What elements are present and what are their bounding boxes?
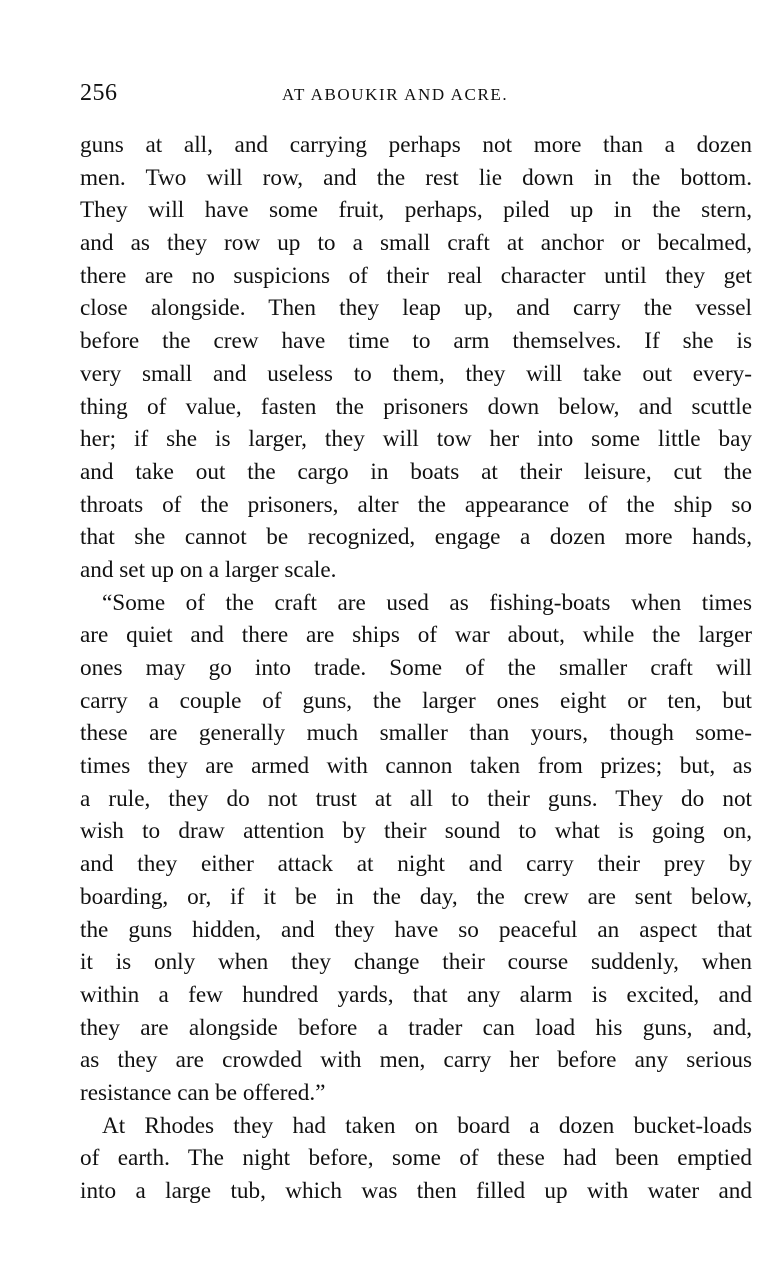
text-line: are quiet and there are ships of war about, while the larger bbox=[80, 622, 752, 649]
body-text bbox=[80, 129, 752, 1208]
paragraph-end-line: and set up on a larger scale. bbox=[80, 556, 337, 583]
text-line: these are generally much smaller than yours, though some- bbox=[80, 720, 752, 747]
text-line: and take out the cargo in boats at their leisure, cut the bbox=[80, 458, 752, 485]
text-line: boarding, or, if it be in the day, the crew are sent below, bbox=[80, 883, 752, 910]
text-line: as they are crowded with men, carry her before any serious bbox=[80, 1047, 752, 1074]
text-line: the guns hidden, and they have so peaceful an aspect that bbox=[80, 916, 752, 943]
text-line: and they either attack at night and carry their prey by bbox=[80, 851, 752, 878]
text-line: very small and useless to them, they will take out every- bbox=[80, 360, 752, 387]
text-line: ones may go into trade. Some of the smaller craft will bbox=[80, 655, 752, 681]
text-line: They will have some fruit, perhaps, piled up in the stern, bbox=[80, 197, 752, 224]
text-line: there are no suspicions of their real character until they get bbox=[80, 262, 752, 289]
text-line: that she cannot be recognized, engage a dozen more hands, bbox=[80, 524, 752, 551]
page-number: 256 bbox=[80, 80, 118, 106]
text-line: men. Two will row, and the rest lie down in the bottom. bbox=[80, 164, 752, 191]
text-line: of earth. The night before, some of these had been emptied bbox=[80, 1145, 752, 1172]
running-head: AT ABOUKIR AND ACRE. bbox=[282, 85, 509, 104]
text-line: her; if she is larger, they will tow her into some little bay bbox=[80, 426, 752, 453]
text-line: into a large tub, which was then filled up with water and bbox=[80, 1178, 752, 1204]
text-line: carry a couple of guns, the larger ones eight or ten, but bbox=[80, 687, 752, 714]
text-line: throats of the prisoners, alter the appearance of the ship so bbox=[80, 491, 752, 518]
text-line: thing of value, fasten the prisoners down below, and scuttle bbox=[80, 393, 752, 420]
text-line: wish to draw attention by their sound to what is going on, bbox=[80, 818, 752, 845]
paragraph-start-line: “Some of the craft are used as fishing-boats when times bbox=[102, 589, 752, 616]
text-line: they are alongside before a trader can load his guns, and, bbox=[80, 1014, 752, 1041]
paragraph-end-line: resistance can be offered.” bbox=[80, 1079, 326, 1106]
text-line: times they are armed with cannon taken from prizes; but, as bbox=[80, 753, 752, 780]
text-line: it is only when they change their course suddenly, when bbox=[80, 949, 752, 976]
text-line: a rule, they do not trust at all to their guns. They do not bbox=[80, 785, 752, 812]
text-line: close alongside. Then they leap up, and carry the vessel bbox=[80, 295, 752, 322]
text-line: before the crew have time to arm themselves. If she is bbox=[80, 328, 752, 355]
text-line: within a few hundred yards, that any alarm is excited, and bbox=[80, 981, 752, 1008]
text-line: and as they row up to a small craft at anchor or becalmed, bbox=[80, 230, 752, 257]
paragraph-start-line: At Rhodes they had taken on board a dozen bucket-loads bbox=[102, 1112, 752, 1139]
page-header bbox=[80, 80, 752, 110]
text-line: guns at all, and carrying perhaps not more than a dozen bbox=[80, 132, 752, 158]
